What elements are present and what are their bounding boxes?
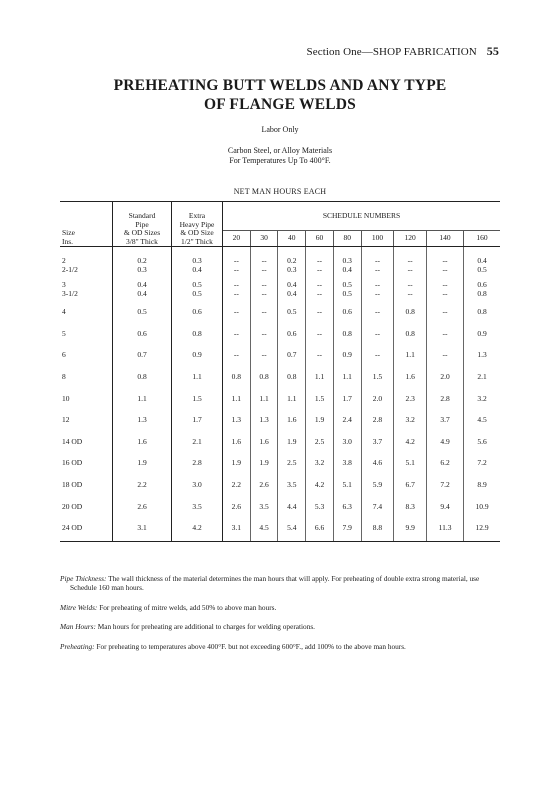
schedule-cell: 2.2 [223,474,251,496]
schedule-cell: 2.6 [250,474,278,496]
schedule-cell: 3.2 [394,409,427,431]
schedule-cell: 0.2 0.3 [278,247,306,278]
schedule-cell: 7.2 [427,474,464,496]
schedule-header-6: 120 [394,231,427,247]
schedule-cell: -- [223,301,251,323]
schedule-cell: -- [306,323,334,345]
schedule-cell: -- [223,344,251,366]
standard-cell: 0.4 0.4 [113,277,172,301]
schedule-cell: 0.5 0.5 [333,277,361,301]
schedule-header-5: 100 [361,231,394,247]
schedule-cell: -- -- [250,277,278,301]
schedule-cell: 4.6 [361,452,394,474]
schedule-cell: 1.6 [278,409,306,431]
schedule-cell: 0.8 [278,366,306,388]
schedule-cell: 0.6 0.8 [477,279,487,298]
material-note [60,146,500,166]
schedule-cell: 3.1 [223,517,251,541]
schedule-cell: 5.9 [361,474,394,496]
extra-heavy-cell: 4.2 [172,517,223,541]
schedule-cell: 0.7 [278,344,306,366]
schedule-cell: 7.9 [333,517,361,541]
footnote [60,622,503,631]
footnote-text: Man hours for preheating are additional to charges for welding operations. [97,622,316,632]
footnote-text: For preheating to temperatures above 400°F. but not exceeding 600°F., add 100% to the above man hours. [96,641,406,651]
standard-cell: 0.6 [113,323,172,345]
schedule-cell: 1.3 [477,350,487,360]
schedule-cell: 5.4 [278,517,306,541]
schedule-cell: 1.9 [223,452,251,474]
schedule-cell: 1.6 [250,431,278,453]
footnote [60,603,503,612]
schedule-cell: 12.9 [464,517,500,541]
schedule-cell: 8.8 [361,517,394,541]
schedule-cell: 7.4 [361,495,394,517]
schedule-cell: 1.1 [250,387,278,409]
extra-heavy-cell: 3.5 [172,495,223,517]
schedule-cell: 6.2 [427,452,464,474]
schedule-cell: -- [250,301,278,323]
size-cell: 4 [62,307,66,317]
table-row [60,474,500,496]
extra-heavy-cell: 2.1 [172,431,223,453]
schedule-cell: -- -- [223,247,251,278]
schedule-cell: 1.5 [361,366,394,388]
extra-heavy-cell: 1.5 [172,387,223,409]
schedule-header-3: 60 [306,231,334,247]
schedule-cell: -- -- [306,247,334,278]
schedule-cell: -- -- [361,247,394,278]
extra-heavy-cell: 0.5 0.5 [172,277,223,301]
schedule-cell: 2.0 [427,366,464,388]
schedule-cell: -- [427,344,464,366]
schedule-cell: 9.9 [394,517,427,541]
material-line-2: For Temperatures Up To 400°F. [229,156,331,165]
standard-cell: 1.3 [113,409,172,431]
schedule-header-0: 20 [223,231,251,247]
extra-heavy-header: Extra Heavy Pipe & OD Size 1/2" Thick [172,202,223,247]
schedule-cell: 1.9 [306,409,334,431]
table-row [60,344,500,366]
schedule-header-2: 40 [278,231,306,247]
footnote-label: Pipe Thickness: [60,574,107,583]
table-row [60,277,500,301]
man-hours-table [60,201,500,542]
schedule-cell: 2.4 [333,409,361,431]
schedule-cell: 2.0 [361,387,394,409]
table-row [60,431,500,453]
extra-heavy-cell: 2.8 [172,452,223,474]
schedule-cell: 1.5 [306,387,334,409]
schedule-cell: 5.6 [477,436,487,446]
schedule-cell: 2.5 [306,431,334,453]
standard-cell: 0.5 [113,301,172,323]
table-row [60,387,500,409]
schedule-cell: 4.5 [477,415,487,425]
extra-heavy-cell: 0.8 [172,323,223,345]
schedule-cell: 4.2 [306,474,334,496]
schedule-cell: 0.5 [278,301,306,323]
table-row [60,247,500,278]
schedule-cell: -- -- [394,247,427,278]
section-label: Section One—SHOP FABRICATION [306,46,477,58]
schedule-cell: -- [250,323,278,345]
schedule-cell: 1.9 [278,431,306,453]
schedule-cell: 1.1 [278,387,306,409]
size-cell: 24 OD [60,517,113,541]
schedule-numbers-header: SCHEDULE NUMBERS [223,202,501,231]
schedule-cell: 5.3 [306,495,334,517]
table-caption: NET MAN HOURS EACH [233,187,327,196]
schedule-cell: -- -- [306,277,334,301]
schedule-cell: 0.9 [333,344,361,366]
schedule-cell: 1.6 [394,366,427,388]
footnote-label: Preheating: [60,641,95,651]
schedule-cell: 4.2 [394,431,427,453]
schedule-cell: 2.1 [477,372,487,382]
schedule-cell: 1.3 [250,409,278,431]
size-cell: 6 [62,350,66,360]
schedule-header-4: 80 [333,231,361,247]
schedule-cell: 3.7 [427,409,464,431]
schedule-cell: 1.1 [394,344,427,366]
schedule-cell: 0.4 0.5 [477,255,487,274]
footnote-label: Man Hours: [60,622,96,632]
size-cell: 10 [62,393,70,403]
schedule-cell: 1.7 [333,387,361,409]
page-number: 55 [486,44,499,58]
schedule-cell: -- -- [223,277,251,301]
schedule-cell: 3.0 [333,431,361,453]
schedule-cell: 4.9 [427,431,464,453]
extra-heavy-cell: 1.1 [172,366,223,388]
schedule-cell: 4.4 [278,495,306,517]
standard-cell: 1.1 [113,387,172,409]
size-cell: 14 OD [62,436,83,446]
table-row [60,301,500,323]
footnote [60,574,503,593]
schedule-cell: 11.3 [427,517,464,541]
schedule-cell: -- [223,323,251,345]
schedule-cell: -- -- [427,247,464,278]
schedule-cell: -- -- [394,277,427,301]
standard-cell: 0.8 [113,366,172,388]
schedule-cell: -- -- [250,247,278,278]
schedule-cell: 3.7 [361,431,394,453]
schedule-cell: 6.6 [306,517,334,541]
schedule-cell: 0.8 [394,323,427,345]
table-row [60,323,500,345]
material-line-1: Carbon Steel, or Alloy Materials [227,146,333,155]
schedule-cell: 7.2 [477,458,487,468]
schedule-header-1: 30 [250,231,278,247]
size-cell: 18 OD [62,480,83,490]
schedule-cell: 10.9 [475,501,489,511]
schedule-cell: 3.2 [306,452,334,474]
standard-cell: 2.6 [113,495,172,517]
page-title [60,76,500,114]
standard-cell: 0.2 0.3 [113,247,172,278]
schedule-cell: 8.3 [394,495,427,517]
title-line-1: PREHEATING BUTT WELDS AND ANY TYPE [113,77,447,94]
schedule-cell: 1.1 [306,366,334,388]
footnotes [60,574,503,661]
schedule-cell: 1.6 [223,431,251,453]
running-head [0,44,499,59]
schedule-cell: -- [361,301,394,323]
schedule-cell: 0.6 [333,301,361,323]
extra-heavy-cell: 3.0 [172,474,223,496]
schedule-cell: 5.1 [333,474,361,496]
schedule-cell: 2.8 [361,409,394,431]
table-row [60,495,500,517]
size-cell: 8 [62,372,66,382]
extra-heavy-cell: 0.6 [172,301,223,323]
schedule-cell: 9.4 [427,495,464,517]
standard-cell: 3.1 [113,517,172,541]
schedule-header-7: 140 [427,231,464,247]
schedule-cell: 0.9 [477,328,487,338]
size-cell: 2 2-1/2 [62,255,78,274]
table-row [60,366,500,388]
schedule-cell: 0.8 [333,323,361,345]
schedule-cell: 1.9 [250,452,278,474]
schedule-cell: 5.1 [394,452,427,474]
schedule-cell: 3.5 [250,495,278,517]
schedule-cell: 0.8 [477,307,487,317]
schedule-cell: 2.3 [394,387,427,409]
subtitle: Labor Only [261,125,299,134]
standard-cell: 1.9 [113,452,172,474]
standard-cell: 1.6 [113,431,172,453]
schedule-cell: 0.6 [278,323,306,345]
footnote-text: The wall thickness of the material determines the man hours that will apply. For preheating of double extra strong material, use Schedule 160 man hours. [70,574,480,593]
size-cell: 20 OD [62,501,83,511]
table-row [60,409,500,431]
schedule-cell: -- [306,301,334,323]
schedule-cell: 0.4 0.4 [278,277,306,301]
table-row [60,517,500,541]
schedule-cell: -- [250,344,278,366]
size-cell: 5 [62,328,66,338]
schedule-cell: 6.7 [394,474,427,496]
table-row [60,452,500,474]
size-cell: 3 3-1/2 [62,279,78,298]
schedule-cell: 0.8 [394,301,427,323]
schedule-cell: 0.8 [250,366,278,388]
schedule-cell: 0.8 [223,366,251,388]
schedule-cell: 2.8 [427,387,464,409]
schedule-cell: 3.8 [333,452,361,474]
schedule-cell: -- [427,301,464,323]
schedule-header-8: 160 [464,231,500,247]
extra-heavy-cell: 0.9 [172,344,223,366]
schedule-cell: 6.3 [333,495,361,517]
footnote-text: For preheating of mitre welds, add 50% to above man hours. [99,602,277,612]
standard-pipe-header: Standard Pipe & OD Sizes 3/8" Thick [113,202,172,247]
schedule-cell: -- -- [361,277,394,301]
schedule-cell: 0.3 0.4 [333,247,361,278]
extra-heavy-cell: 1.7 [172,409,223,431]
schedule-cell: 1.1 [223,387,251,409]
size-cell: 16 OD [62,458,83,468]
schedule-cell: -- [361,344,394,366]
schedule-cell: 1.1 [333,366,361,388]
title-line-2: OF FLANGE WELDS [204,96,356,113]
schedule-cell: -- [306,344,334,366]
standard-cell: 2.2 [113,474,172,496]
size-header: Size Ins. [60,202,113,247]
schedule-cell: 2.5 [278,452,306,474]
extra-heavy-cell: 0.3 0.4 [172,247,223,278]
size-cell: 12 [62,415,70,425]
schedule-cell: 1.3 [223,409,251,431]
schedule-cell: 4.5 [250,517,278,541]
standard-cell: 0.7 [113,344,172,366]
schedule-cell: -- [361,323,394,345]
schedule-cell: 8.9 [477,480,487,490]
schedule-cell: -- -- [427,277,464,301]
schedule-cell: 3.2 [477,393,487,403]
schedule-cell: 2.6 [223,495,251,517]
footnote-label: Mitre Welds: [60,602,98,612]
footnote [60,642,503,651]
schedule-cell: 3.5 [278,474,306,496]
schedule-cell: -- [427,323,464,345]
